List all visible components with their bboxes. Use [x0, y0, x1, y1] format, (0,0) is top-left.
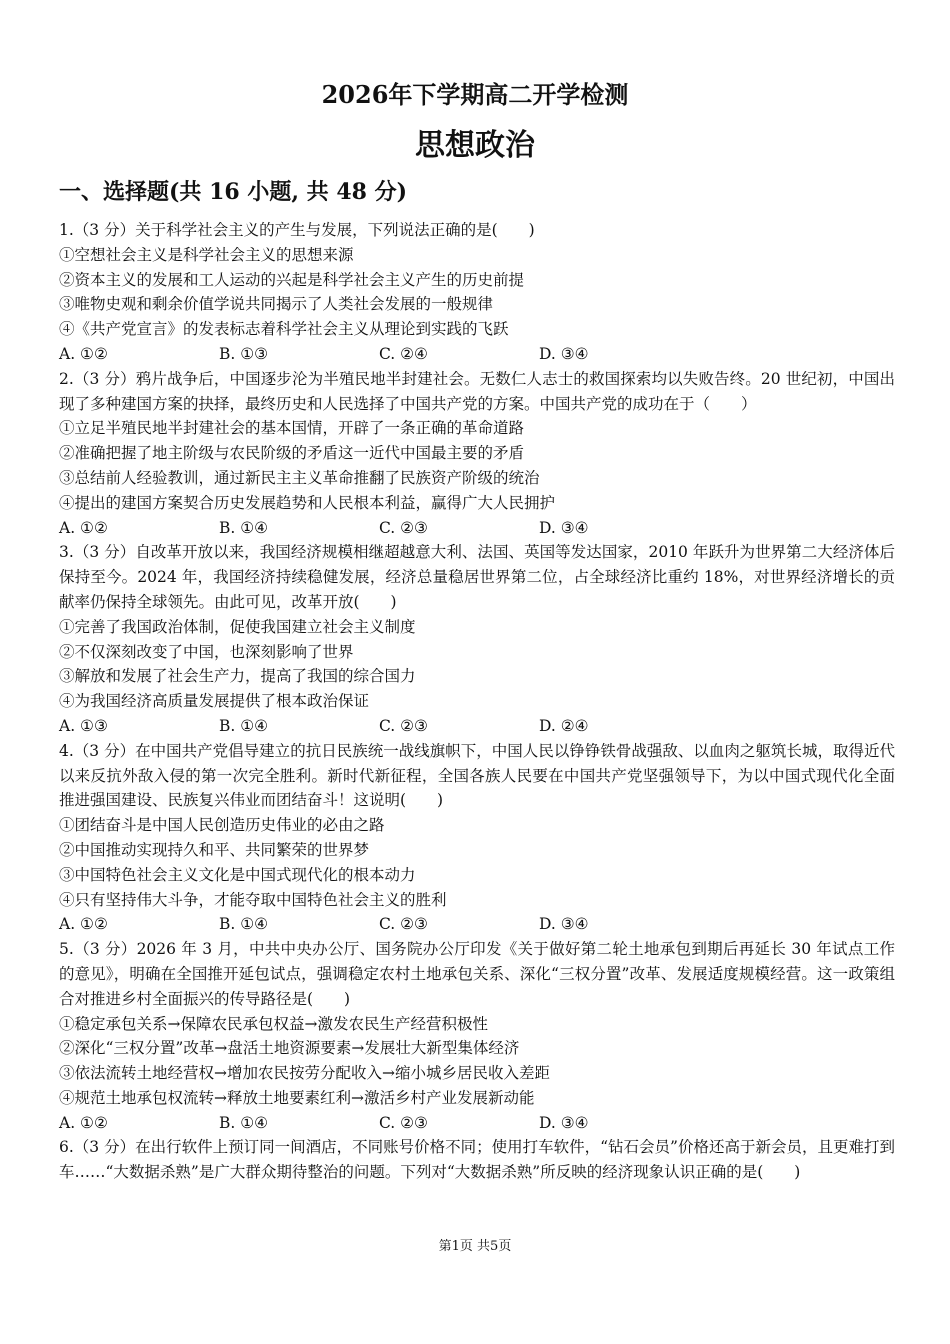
question-stem: 2.（3 分）鸦片战争后，中国逐步沦为半殖民地半封建社会。无数仁人志士的救国探索均以失败告终。20 世纪初，中国出现了多种建国方案的抉择，最终历史和人民选择了中国共产党的方案。中国共产党的成功在于（ ） — [59, 369, 895, 413]
option-c: C. ②④ — [379, 344, 428, 363]
statement-item: ④《共产党宣言》的发表标志着科学社会主义从理论到实践的飞跃 — [59, 320, 509, 339]
statement-item: ③唯物史观和剩余价值学说共同揭示了人类社会发展的一般规律 — [59, 295, 494, 314]
option-b: B. ①③ — [219, 344, 269, 363]
option-a: A. ①② — [59, 518, 108, 537]
answer-options — [59, 516, 895, 541]
option-b: B. ①④ — [219, 716, 269, 735]
exam-title: 2026年下学期高二开学检测 — [321, 80, 629, 109]
option-d: D. ②④ — [539, 716, 589, 735]
question-1 — [59, 218, 895, 367]
question-stem: 3.（3 分）自改革开放以来，我国经济规模相继超越意大利、法国、英国等发达国家，2010 年跃升为世界第二大经济体后保持至今。2024 年，我国经济持续稳健发展，经济总量稳居世界第二位，占全球经济比重约 18%，对世界经济增长的贡献率仍保持全球领先。由此可见，改革开放( ) — [59, 543, 895, 611]
answer-options — [59, 912, 895, 937]
statement-item: ④为我国经济高质量发展提供了根本政治保证 — [59, 692, 370, 711]
question-3 — [59, 540, 895, 738]
statement-item: ②准确把握了地主阶级与农民阶级的矛盾这一近代中国最主要的矛盾 — [59, 444, 525, 463]
answer-options — [59, 1111, 895, 1136]
option-a: A. ①③ — [59, 716, 108, 735]
section-heading: 一、选择题(共 16 小题, 共 48 分) — [59, 179, 408, 205]
question-6 — [59, 1135, 895, 1185]
statement-item: ③中国特色社会主义文化是中国式现代化的根本动力 — [59, 865, 416, 884]
question-stem: 1.（3 分）关于科学社会主义的产生与发展，下列说法正确的是( ) — [59, 221, 535, 239]
statement-item: ④提出的建国方案契合历史发展趋势和人民根本利益，赢得广大人民拥护 — [59, 493, 556, 512]
statement-item: ①团结奋斗是中国人民创造历史伟业的必由之路 — [59, 816, 385, 835]
option-c: C. ②③ — [379, 915, 428, 934]
statement-item: ①完善了我国政治体制，促使我国建立社会主义制度 — [59, 617, 416, 636]
question-4 — [59, 739, 895, 937]
statement-item: ②不仅深刻改变了中国，也深刻影响了世界 — [59, 642, 354, 661]
answer-options — [59, 342, 895, 367]
statement-item: ②中国推动实现持久和平、共同繁荣的世界梦 — [59, 840, 370, 859]
option-c: C. ②③ — [379, 716, 428, 735]
statement-item: ①空想社会主义是科学社会主义的思想来源 — [59, 245, 354, 264]
statement-item: ①稳定承包关系→保障农民承包权益→激发农民生产经营积极性 — [59, 1014, 488, 1033]
option-c: C. ②③ — [379, 518, 428, 537]
statement-item: ②深化“三权分置”改革→盘活土地资源要素→发展壮大新型集体经济 — [59, 1039, 520, 1058]
statement-item: ③解放和发展了社会生产力，提高了我国的综合国力 — [59, 667, 416, 686]
statement-item: ③依法流转土地经营权→增加农民按劳分配收入→缩小城乡居民收入差距 — [59, 1064, 550, 1083]
page-number: 第1页 共5页 — [438, 1239, 512, 1254]
question-stem: 6.（3 分）在出行软件上预订同一间酒店，不同账号价格不同；使用打车软件，“钻石会员”价格还高于新会员，且更难打到车……“大数据杀熟”是广大群众期待整治的问题。下列对“大数据杀熟”所反映的经济现象认识正确的是( ) — [59, 1138, 895, 1182]
statement-item: ①立足半殖民地半封建社会的基本国情，开辟了一条正确的革命道路 — [59, 419, 525, 438]
statement-item: ③总结前人经验教训，通过新民主主义革命推翻了民族资产阶级的统治 — [59, 468, 540, 487]
option-a: A. ①② — [59, 915, 108, 934]
option-b: B. ①④ — [219, 915, 269, 934]
option-b: B. ①④ — [219, 1113, 269, 1132]
question-2 — [59, 367, 895, 541]
option-a: A. ①② — [59, 344, 108, 363]
option-b: B. ①④ — [219, 518, 269, 537]
statement-item: ②资本主义的发展和工人运动的兴起是科学社会主义产生的历史前提 — [59, 270, 525, 289]
question-stem: 4.（3 分）在中国共产党倡导建立的抗日民族统一战线旗帜下，中国人民以铮铮铁骨战强敌、以血肉之躯筑长城，取得近代以来反抗外敌入侵的第一次完全胜利。新时代新征程，全国各族人民要在中国共产党坚强领导下，为以中国式现代化全面推进强国建设、民族复兴伟业而团结奋斗！这说明( ) — [59, 741, 895, 810]
option-a: A. ①② — [59, 1113, 108, 1132]
option-c: C. ②③ — [379, 1113, 428, 1132]
question-5 — [59, 937, 895, 1135]
answer-options — [59, 714, 895, 739]
statement-item: ④规范土地承包权流转→释放土地要素红利→激活乡村产业发展新动能 — [59, 1088, 535, 1107]
subject-title: 思想政治 — [415, 128, 535, 163]
option-d: D. ③④ — [539, 915, 589, 934]
option-d: D. ③④ — [539, 1113, 589, 1132]
question-stem: 5.（3 分）2026 年 3 月，中共中央办公厅、国务院办公厅印发《关于做好第二轮土地承包到期后再延长 30 年试点工作的意见》，明确在全国推开延包试点，强调稳定农村土地承包关系、深化“三权分置”改革、发展适度规模经营。这一政策组合对推进乡村全面振兴的传导路径是( ) — [59, 940, 895, 1008]
option-d: D. ③④ — [539, 518, 589, 537]
question-list — [59, 218, 895, 1185]
option-d: D. ③④ — [539, 344, 589, 363]
statement-item: ④只有坚持伟大斗争，才能夺取中国特色社会主义的胜利 — [59, 890, 447, 909]
